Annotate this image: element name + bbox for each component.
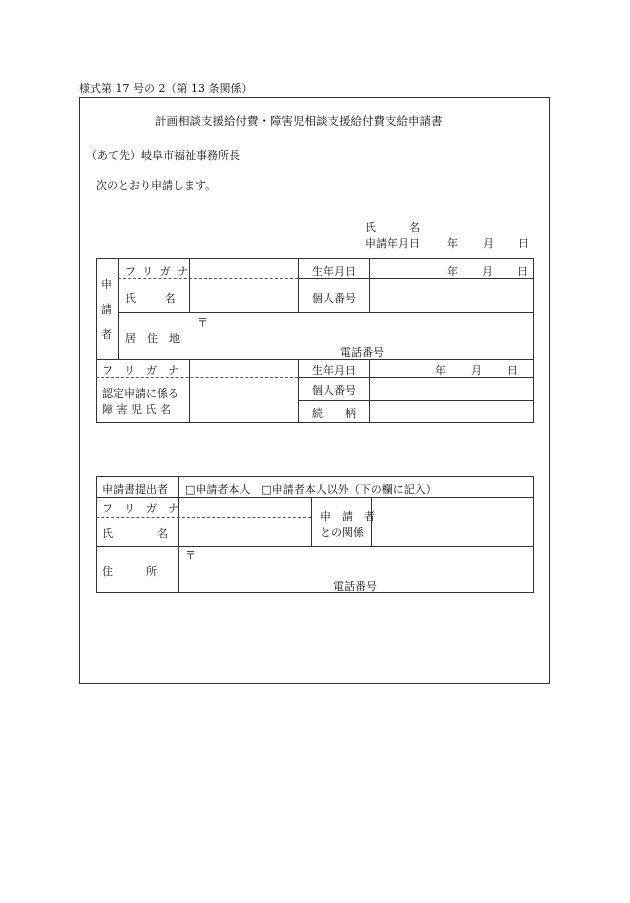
phone-label: 電話番号	[340, 346, 384, 359]
child-birthdate-label: 生年月日	[312, 364, 356, 377]
furigana-label: フリガナ	[125, 265, 195, 278]
address-label: 居 住 地	[125, 332, 180, 345]
date-month: 月	[483, 237, 494, 250]
submitter-phone-label: 電話番号	[333, 580, 377, 593]
submitter-address-label: 住 所	[102, 565, 157, 578]
individual-number-label: 個人番号	[312, 292, 356, 305]
birthdate-label: 生年月日	[312, 265, 356, 278]
child-individual-number-label: 個人番号	[312, 384, 356, 397]
form-number: 様式第 17 号の 2（第 13 条関係）	[79, 82, 253, 95]
child-birth-month: 月	[471, 364, 482, 377]
submitter-label: 申請書提出者	[102, 483, 168, 496]
applicant-label-3: 者	[101, 328, 112, 341]
submitter-postal-mark: 〒	[185, 549, 196, 562]
child-birth-day: 日	[507, 364, 518, 377]
form-title: 計画相談支援給付費・障害児相談支援給付費支給申請書	[155, 114, 443, 128]
intro-text: 次のとおり申請します。	[96, 179, 217, 192]
applicant-name-label: 氏 名	[365, 221, 420, 234]
submitter-furigana-label: フ リ ガ ナ	[102, 502, 179, 515]
submitter-name-label: 氏 名	[102, 527, 168, 540]
child-furigana-label: フ リ ガ ナ	[102, 364, 179, 377]
birth-day: 日	[517, 265, 528, 278]
date-day: 日	[518, 237, 529, 250]
application-date-label: 申請年月日	[365, 237, 420, 250]
relation-label-line2: との関係	[320, 526, 364, 539]
postal-mark: 〒	[197, 316, 208, 329]
relation-label-line1: 申 請 者	[320, 510, 375, 523]
submitter-options: □申請者本人 □申請者本人以外（下の欄に記入）	[185, 483, 437, 496]
child-birth-year: 年	[435, 364, 446, 377]
birth-year: 年	[447, 265, 458, 278]
child-name-label-line2: 障 害 児 氏 名	[102, 403, 171, 416]
applicant-label-1: 申	[101, 278, 112, 291]
name-label: 氏 名	[125, 292, 178, 305]
birth-month: 月	[482, 265, 493, 278]
relationship-label: 続 柄	[312, 407, 356, 420]
addressee: （あて先）岐阜市福祉事務所長	[86, 149, 240, 162]
applicant-label-2: 請	[101, 303, 112, 316]
date-year: 年	[447, 237, 458, 250]
child-name-label-line1: 認定申請に係る	[102, 387, 179, 400]
